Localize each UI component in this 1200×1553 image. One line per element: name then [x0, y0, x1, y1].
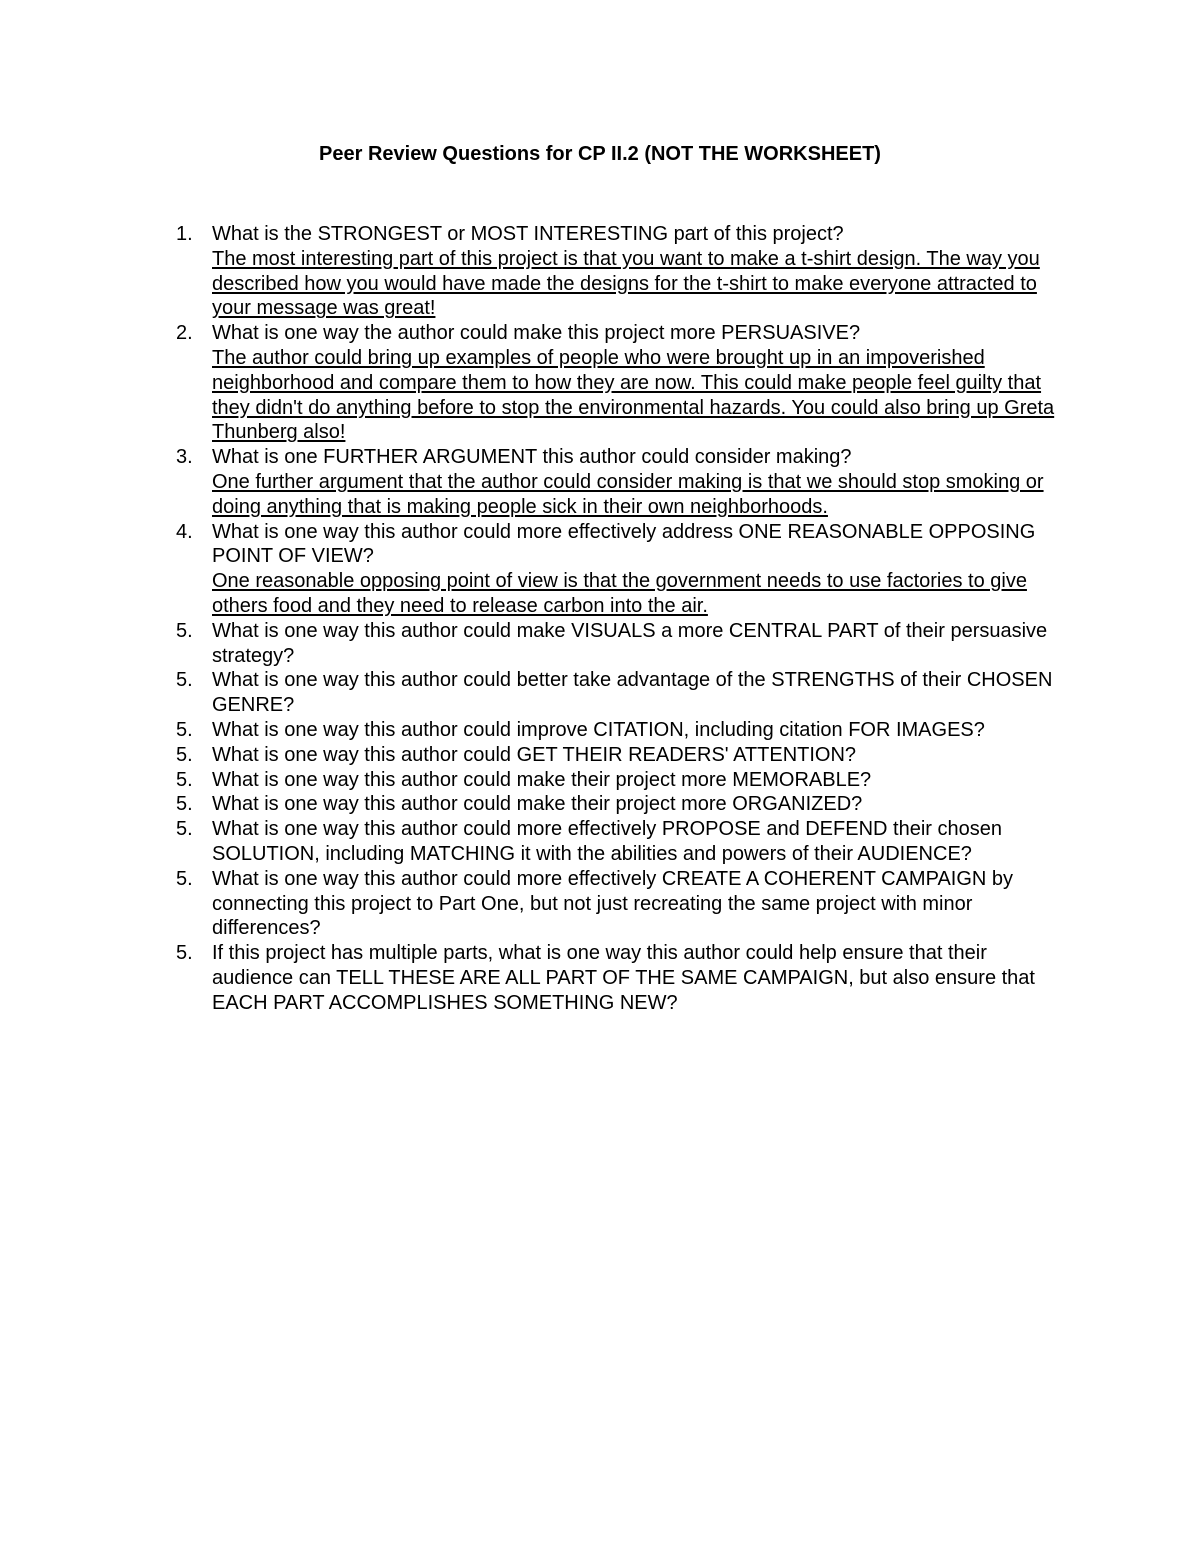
question-list [170, 222, 1070, 1016]
question-item [170, 445, 1070, 519]
question-item [170, 321, 1070, 445]
answer-text: One reasonable opposing point of view is that the government needs to use factories to give others food and they need to release carbon into the air. [212, 570, 1027, 617]
question-number: 5. [176, 818, 193, 841]
question-text: What is one FURTHER ARGUMENT this author could consider making? [212, 446, 852, 469]
question-text: What is one way this author could better take advantage of the STRENGTHS of their CHOSEN GENRE? [212, 669, 1053, 717]
question-number: 5. [176, 768, 193, 791]
answer-text: One further argument that the author could consider making is that we should stop smoking or doing anything that is making people sick in their own neighborhoods. [212, 470, 1044, 518]
question-text: What is one way this author could GET THEIR READERS' ATTENTION? [212, 743, 857, 766]
question-number: 5. [176, 743, 193, 766]
question-number: 5. [176, 867, 193, 890]
question-number: 5. [176, 619, 193, 642]
question-text: What is the STRONGEST or MOST INTERESTING part of this project? [212, 223, 844, 245]
question-number: 4. [176, 520, 193, 543]
question-item [170, 619, 1070, 669]
question-number: 5. [176, 669, 193, 692]
question-text: What is one way this author could more effectively CREATE A COHERENT CAMPAIGN by connecting this project to Part One, but not just recreating the same project with minor differences? [212, 867, 1014, 940]
question-item [170, 668, 1070, 718]
question-text: What is one way this author could improve CITATION, including citation FOR IMAGES? [212, 718, 985, 741]
question-item [170, 768, 1070, 793]
question-item [170, 867, 1070, 941]
document-title: Peer Review Questions for CP II.2 (NOT THE WORKSHEET) [319, 143, 881, 165]
question-item [170, 718, 1070, 743]
question-item [170, 222, 1070, 321]
question-item [170, 792, 1070, 817]
question-number: 2. [176, 322, 193, 345]
question-number: 5. [176, 793, 193, 816]
question-text: What is one way this author could more effectively PROPOSE and DEFEND their chosen SOLUTION, including MATCHING it with the abilities and powers of their AUDIENCE? [212, 818, 1002, 865]
question-text: What is one way this author could make VISUALS a more CENTRAL PART of their persuasive strategy? [212, 619, 1048, 667]
question-text: What is one way this author could make their project more ORGANIZED? [212, 793, 863, 816]
question-item [170, 941, 1070, 1015]
question-number: 5. [176, 942, 193, 965]
question-item [170, 743, 1070, 768]
question-number: 3. [176, 446, 193, 469]
question-item [170, 817, 1070, 867]
question-text: What is one way this author could make their project more MEMORABLE? [212, 768, 872, 791]
question-text: If this project has multiple parts, what is one way this author could help ensure that their audience can TELL THESE ARE ALL PART OF THE SAME CAMPAIGN, but also ensure that EACH PART ACCOMPLISHES SOMETHING NEW? [212, 942, 1035, 1014]
question-item [170, 520, 1070, 619]
answer-text: The author could bring up examples of people who were brought up in an impoverished neighborhood and compare them to how they are now. This could make people feel guilty that they didn't do anything before to stop the environmental hazards. You could also bring up Greta Thunberg also! [212, 346, 1055, 444]
answer-text: The most interesting part of this project is that you want to make a t-shirt design. The way you described how you would have made the designs for the t-shirt to make everyone attracted to your message was great! [212, 247, 1040, 320]
question-text: What is one way the author could make this project more PERSUASIVE? [212, 322, 861, 345]
question-text: What is one way this author could more effectively address ONE REASONABLE OPPOSING POINT OF VIEW? [212, 520, 1036, 568]
question-number: 1. [176, 223, 193, 245]
question-number: 5. [176, 718, 193, 741]
